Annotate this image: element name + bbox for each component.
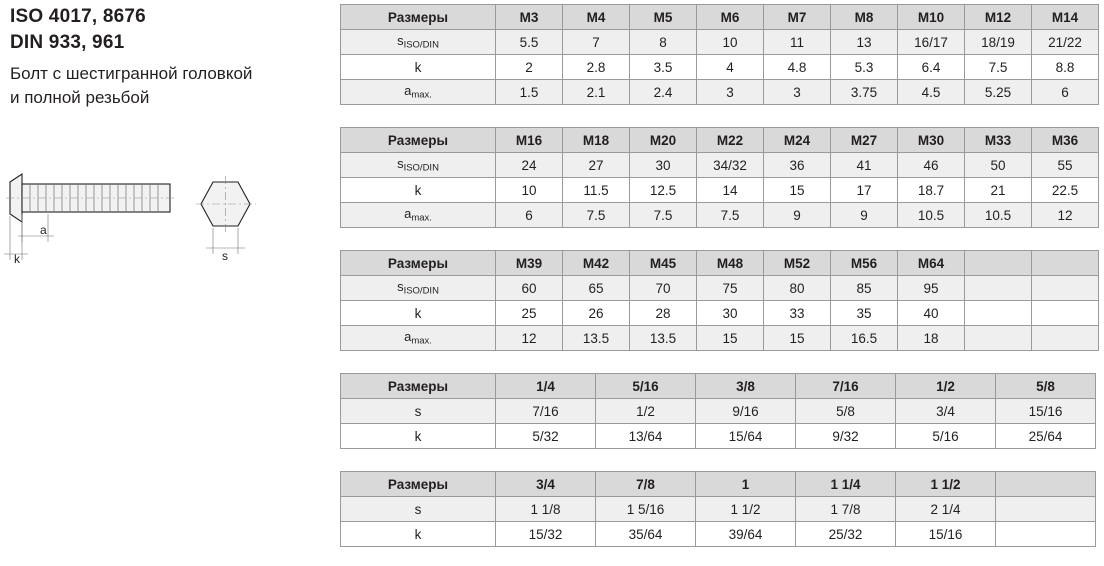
table-header-row — [341, 128, 1099, 153]
standard-line-2: DIN 933, 961 — [10, 32, 125, 53]
table-cell: 80 — [764, 276, 831, 301]
table-cell: 39/64 — [696, 522, 796, 547]
table-cell: 70 — [630, 276, 697, 301]
table-cell: 25/32 — [796, 522, 896, 547]
table-cell: 34/32 — [697, 153, 764, 178]
table-header-row — [341, 5, 1099, 30]
table-cell: 9 — [831, 203, 898, 228]
table-cell: 1/2 — [596, 399, 696, 424]
table-cell: 7.5 — [697, 203, 764, 228]
table-cell: 7.5 — [563, 203, 630, 228]
table-cell: 46 — [898, 153, 965, 178]
table-cell: 12 — [496, 326, 563, 351]
table-row — [341, 30, 1099, 55]
dim-label-k: k — [14, 252, 20, 266]
table-cell: 3.5 — [630, 55, 697, 80]
column-header-size: M16 — [496, 128, 563, 153]
table-cell: 41 — [831, 153, 898, 178]
table-cell: 1 5/16 — [596, 497, 696, 522]
table-inch-three-quarter-to-one-half — [340, 471, 1096, 547]
table-cell-empty — [996, 497, 1096, 522]
table-cell: 7.5 — [965, 55, 1032, 80]
column-header-size: 3/8 — [696, 374, 796, 399]
column-header-size: M64 — [898, 251, 965, 276]
row-label-k: k — [341, 301, 496, 326]
table-cell-empty — [965, 276, 1032, 301]
table-row — [341, 301, 1099, 326]
table-cell-empty — [996, 522, 1096, 547]
row-label-a: $a_{max.}$ — [341, 326, 496, 351]
table-cell: 4.5 — [898, 80, 965, 105]
table-cell: 7/16 — [496, 399, 596, 424]
column-header-size: M3 — [496, 5, 563, 30]
column-header-size: 7/16 — [796, 374, 896, 399]
row-label-s-plain: s — [341, 399, 496, 424]
table-cell: 5/32 — [496, 424, 596, 449]
column-header-sizes: Размеры — [341, 472, 496, 497]
table-row — [341, 55, 1099, 80]
column-header-size: M39 — [496, 251, 563, 276]
table-cell: 18/19 — [965, 30, 1032, 55]
table-cell: 13.5 — [563, 326, 630, 351]
table-cell: 10 — [496, 178, 563, 203]
column-header-size: 7/8 — [596, 472, 696, 497]
table-header-row — [341, 251, 1099, 276]
table-cell: 30 — [630, 153, 697, 178]
table-cell: 2 1/4 — [896, 497, 996, 522]
column-header-sizes: Размеры — [341, 374, 496, 399]
table-cell: 15/32 — [496, 522, 596, 547]
table-cell: 75 — [697, 276, 764, 301]
table-cell: 12.5 — [630, 178, 697, 203]
column-header-size: M33 — [965, 128, 1032, 153]
table-cell: 65 — [563, 276, 630, 301]
table-cell: 2.8 — [563, 55, 630, 80]
row-label-s-iso: $s_{ISO/DIN}$ — [341, 153, 496, 178]
table-cell: 3 — [697, 80, 764, 105]
table-cell: 1.5 — [496, 80, 563, 105]
column-header-size: M52 — [764, 251, 831, 276]
dim-label-a: a — [40, 223, 47, 237]
row-label-a: $a_{max.}$ — [341, 80, 496, 105]
column-header-size: 1 1/4 — [796, 472, 896, 497]
row-label-s-iso: $s_{ISO/DIN}$ — [341, 30, 496, 55]
column-header-size: 1/2 — [896, 374, 996, 399]
table-cell: 35 — [831, 301, 898, 326]
table-row — [341, 326, 1099, 351]
table-cell-empty — [965, 301, 1032, 326]
table-cell: 1 1/8 — [496, 497, 596, 522]
column-header-size: 5/8 — [996, 374, 1096, 399]
table-cell: 6 — [1032, 80, 1099, 105]
table-metric-m3-m14 — [340, 4, 1099, 105]
table-cell: 22.5 — [1032, 178, 1099, 203]
table-cell: 30 — [697, 301, 764, 326]
table-cell: 7 — [563, 30, 630, 55]
table-cell: 6 — [496, 203, 563, 228]
column-header-size: M36 — [1032, 128, 1099, 153]
table-cell: 5/8 — [796, 399, 896, 424]
table-cell: 15/16 — [996, 399, 1096, 424]
table-metric-m16-m36 — [340, 127, 1099, 228]
table-row — [341, 153, 1099, 178]
column-header-size: M22 — [697, 128, 764, 153]
table-cell: 21 — [965, 178, 1032, 203]
table-metric-m39-m64 — [340, 250, 1099, 351]
column-header-size: M6 — [697, 5, 764, 30]
table-cell-empty — [1032, 301, 1099, 326]
column-header-size: M27 — [831, 128, 898, 153]
table-cell-empty — [1032, 276, 1099, 301]
column-header-size: M20 — [630, 128, 697, 153]
row-label-s-plain: s — [341, 497, 496, 522]
table-cell: 15/64 — [696, 424, 796, 449]
column-header-size: 1/4 — [496, 374, 596, 399]
table-cell: 3/4 — [896, 399, 996, 424]
column-header-size: M48 — [697, 251, 764, 276]
table-cell-empty — [1032, 326, 1099, 351]
description-line-1: Болт с шестигранной головкой — [10, 64, 253, 83]
row-label-k: k — [341, 55, 496, 80]
table-cell: 8 — [630, 30, 697, 55]
table-cell: 10.5 — [965, 203, 1032, 228]
table-row — [341, 80, 1099, 105]
table-cell: 9/32 — [796, 424, 896, 449]
table-row — [341, 276, 1099, 301]
row-label-k: k — [341, 424, 496, 449]
table-cell: 3.75 — [831, 80, 898, 105]
table-cell: 5.25 — [965, 80, 1032, 105]
table-cell: 10 — [697, 30, 764, 55]
table-cell: 13.5 — [630, 326, 697, 351]
column-header-size: M45 — [630, 251, 697, 276]
table-cell: 2 — [496, 55, 563, 80]
table-cell: 50 — [965, 153, 1032, 178]
column-header-size: M30 — [898, 128, 965, 153]
table-cell: 7.5 — [630, 203, 697, 228]
table-cell: 60 — [496, 276, 563, 301]
table-cell: 25/64 — [996, 424, 1096, 449]
column-header-size: M18 — [563, 128, 630, 153]
column-header-size: 1 1/2 — [896, 472, 996, 497]
bolt-technical-drawing-svg — [0, 160, 330, 280]
row-label-a: $a_{max.}$ — [341, 203, 496, 228]
table-cell: 13 — [831, 30, 898, 55]
table-cell: 16/17 — [898, 30, 965, 55]
table-row — [341, 178, 1099, 203]
table-cell: 36 — [764, 153, 831, 178]
column-header-empty — [965, 251, 1032, 276]
column-header-sizes: Размеры — [341, 5, 496, 30]
table-cell: 1 1/2 — [696, 497, 796, 522]
table-cell: 17 — [831, 178, 898, 203]
table-row — [341, 497, 1096, 522]
table-cell: 18 — [898, 326, 965, 351]
table-cell: 12 — [1032, 203, 1099, 228]
table-cell: 5.3 — [831, 55, 898, 80]
table-cell: 11.5 — [563, 178, 630, 203]
hex-head-bolt-drawing — [0, 160, 330, 280]
table-cell: 33 — [764, 301, 831, 326]
table-cell: 25 — [496, 301, 563, 326]
table-row — [341, 399, 1096, 424]
table-cell: 5.5 — [496, 30, 563, 55]
table-row — [341, 522, 1096, 547]
table-cell: 16.5 — [831, 326, 898, 351]
column-header-size: 5/16 — [596, 374, 696, 399]
table-cell: 10.5 — [898, 203, 965, 228]
column-header-size: M42 — [563, 251, 630, 276]
table-cell: 1 7/8 — [796, 497, 896, 522]
table-cell: 55 — [1032, 153, 1099, 178]
standard-line-1: ISO 4017, 8676 — [10, 6, 146, 27]
table-header-row — [341, 374, 1096, 399]
table-cell: 27 — [563, 153, 630, 178]
description-line-2: и полной резьбой — [10, 88, 150, 107]
column-header-size: M14 — [1032, 5, 1099, 30]
table-row — [341, 424, 1096, 449]
table-cell: 3 — [764, 80, 831, 105]
column-header-sizes: Размеры — [341, 251, 496, 276]
table-cell: 24 — [496, 153, 563, 178]
row-label-k: k — [341, 178, 496, 203]
table-cell: 15/16 — [896, 522, 996, 547]
row-label-k: k — [341, 522, 496, 547]
table-cell: 4.8 — [764, 55, 831, 80]
table-cell: 26 — [563, 301, 630, 326]
table-cell: 21/22 — [1032, 30, 1099, 55]
row-label-s-iso: $s_{ISO/DIN}$ — [341, 276, 496, 301]
table-cell: 14 — [697, 178, 764, 203]
table-cell: 28 — [630, 301, 697, 326]
table-cell: 4 — [697, 55, 764, 80]
table-cell: 35/64 — [596, 522, 696, 547]
column-header-size: 1 — [696, 472, 796, 497]
dim-label-s: s — [222, 249, 228, 263]
column-header-size: M4 — [563, 5, 630, 30]
table-cell: 2.1 — [563, 80, 630, 105]
column-header-empty — [1032, 251, 1099, 276]
column-header-size: M56 — [831, 251, 898, 276]
table-cell: 8.8 — [1032, 55, 1099, 80]
column-header-size: M8 — [831, 5, 898, 30]
table-cell: 15 — [697, 326, 764, 351]
table-cell: 95 — [898, 276, 965, 301]
table-row — [341, 203, 1099, 228]
table-cell: 85 — [831, 276, 898, 301]
table-cell: 18.7 — [898, 178, 965, 203]
table-cell: 15 — [764, 178, 831, 203]
table-cell: 6.4 — [898, 55, 965, 80]
table-cell: 5/16 — [896, 424, 996, 449]
table-cell: 15 — [764, 326, 831, 351]
table-inch-quarter-to-five-eighth — [340, 373, 1096, 449]
table-cell: 2.4 — [630, 80, 697, 105]
table-cell: 11 — [764, 30, 831, 55]
table-cell-empty — [965, 326, 1032, 351]
column-header-size: M7 — [764, 5, 831, 30]
table-header-row — [341, 472, 1096, 497]
table-cell: 9 — [764, 203, 831, 228]
column-header-size: M5 — [630, 5, 697, 30]
table-cell: 13/64 — [596, 424, 696, 449]
column-header-size: M24 — [764, 128, 831, 153]
column-header-size: 3/4 — [496, 472, 596, 497]
column-header-size: M12 — [965, 5, 1032, 30]
product-info — [10, 4, 340, 110]
column-header-empty — [996, 472, 1096, 497]
table-cell: 40 — [898, 301, 965, 326]
column-header-size: M10 — [898, 5, 965, 30]
table-cell: 9/16 — [696, 399, 796, 424]
column-header-sizes: Размеры — [341, 128, 496, 153]
